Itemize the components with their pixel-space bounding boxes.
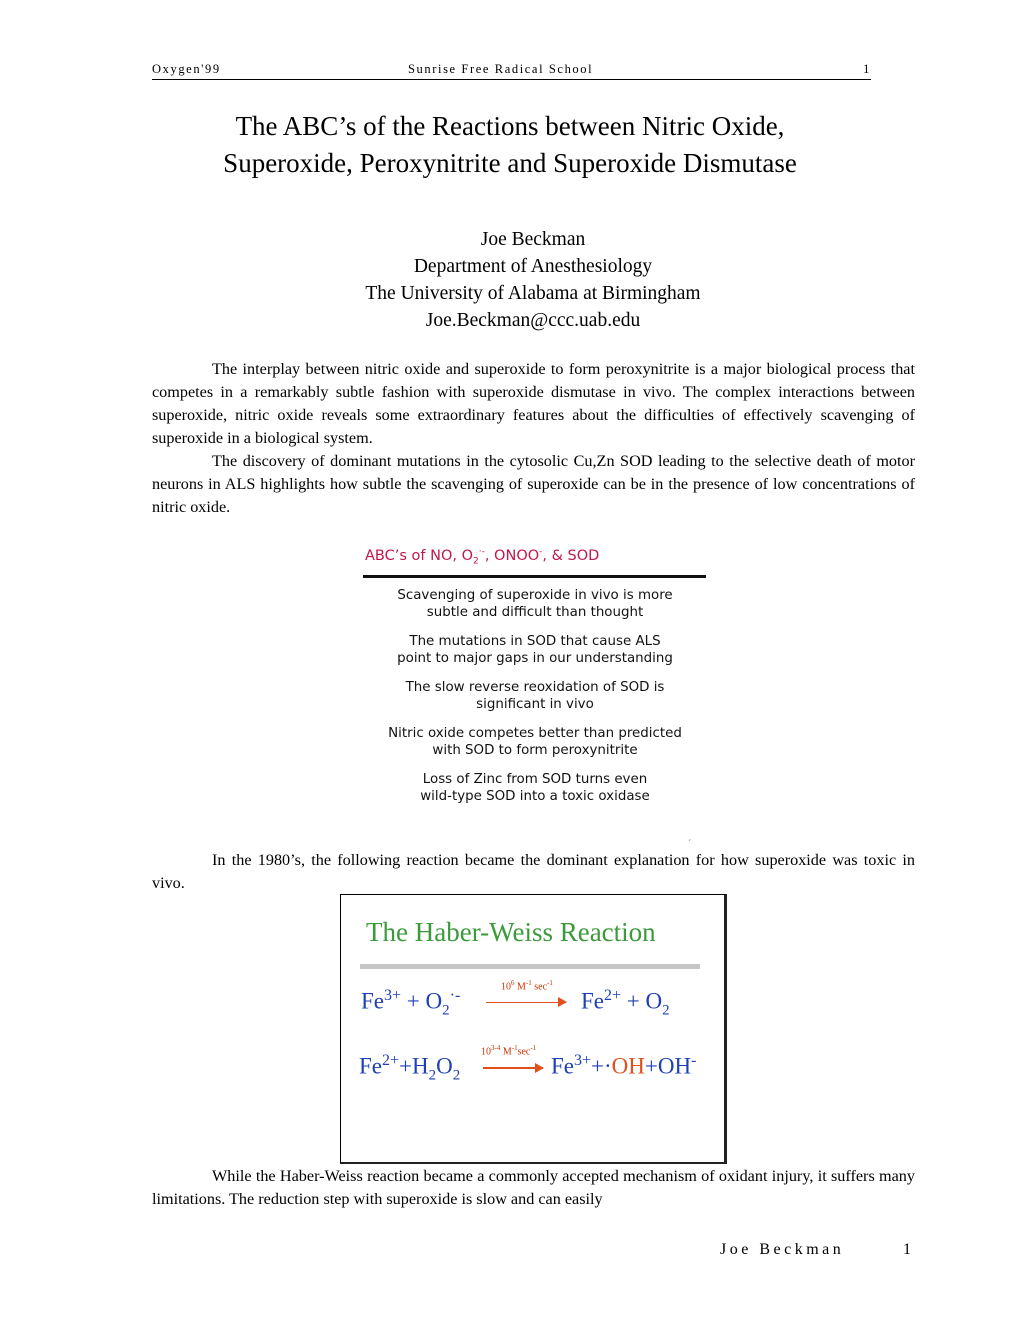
point-line: with SOD to form peroxynitrite xyxy=(432,743,638,758)
footer-page-number: 1 xyxy=(903,1241,911,1258)
point-line: subtle and difficult than thought xyxy=(426,605,644,620)
abstract-p2-text: The discovery of dominant mutations in the cytosolic Cu,Zn SOD leading to the selective death of motor neurons in ALS highlights how subtle the scavenging of superoxide can be in the presence of low concentrations of nitric oxide. xyxy=(152,452,915,516)
eq2-fe: Fe xyxy=(359,1053,382,1079)
equation-1-arrow xyxy=(486,1002,566,1003)
rate-units-2: sec xyxy=(517,1046,531,1058)
abstract-paragraph-2 xyxy=(152,450,915,519)
slide1-title-sub: 2 xyxy=(473,556,479,567)
eq2-o-sub: 2 xyxy=(452,1067,461,1084)
eq2-h-sub: 2 xyxy=(428,1067,437,1084)
running-header xyxy=(152,61,871,80)
author-block xyxy=(200,226,866,334)
title-line-2: Superoxide, Peroxynitrite and Superoxide Dismutase xyxy=(223,148,797,178)
eq1-o2-product-sub: 2 xyxy=(662,1002,670,1019)
eq2-fe-product: Fe xyxy=(551,1053,574,1079)
author-email: Joe.Beckman@ccc.uab.edu xyxy=(425,310,641,331)
eq2-hydroxide: +OH xyxy=(644,1053,692,1079)
point-line: significant in vivo xyxy=(476,697,594,712)
equation-2-arrow xyxy=(483,1067,543,1069)
eq1-fe-product: Fe xyxy=(581,988,604,1014)
abstract xyxy=(152,358,915,519)
eq1-o: + O xyxy=(401,988,443,1014)
eq1-fe: Fe xyxy=(361,988,384,1014)
slide1-point xyxy=(355,587,715,621)
rate-units: M xyxy=(514,981,526,993)
eq2-fe-product-charge: 3+ xyxy=(574,1052,592,1069)
eq1-fe-charge: 3+ xyxy=(384,987,402,1004)
slide1-title-sup: ·- xyxy=(478,547,485,557)
point-line: Nitric oxide competes better than predicted xyxy=(388,726,682,741)
paragraph-1980s xyxy=(152,849,915,895)
eq2-radical-dot: +· xyxy=(591,1053,612,1079)
rate-units-2-exp: -1 xyxy=(547,979,553,987)
rate-exp: 6 xyxy=(511,979,515,987)
abc-slide-title xyxy=(365,547,599,567)
equation-1-right xyxy=(581,987,670,1019)
point-line: point to major gaps in our understanding xyxy=(397,651,673,666)
slide1-point xyxy=(355,679,715,713)
slide1-point xyxy=(355,725,715,759)
abc-slide-points xyxy=(355,587,715,817)
author-name: Joe Beckman xyxy=(480,229,586,250)
slide1-title-sup2: - xyxy=(539,547,543,557)
rate-exp: 3-4 xyxy=(491,1044,501,1052)
title-line-1: The ABC’s of the Reactions between Nitric Oxide, xyxy=(235,111,785,141)
equation-2-right xyxy=(551,1052,696,1080)
rate-units-exp: -1 xyxy=(525,979,532,987)
eq1-fe-product-charge: 2+ xyxy=(604,987,622,1004)
haber-weiss-slide-figure xyxy=(340,894,727,1164)
slide1-title-part3: , & SOD xyxy=(542,547,600,564)
equation-2-left xyxy=(359,1052,460,1084)
slide1-point xyxy=(355,633,715,667)
paragraph-haber-weiss xyxy=(152,1165,915,1211)
abc-slide-rule xyxy=(363,575,706,578)
rate-units-2-exp: -1 xyxy=(530,1044,537,1052)
haber-weiss-title: The Haber-Weiss Reaction xyxy=(366,917,656,947)
author-department: Department of Anesthesiology xyxy=(413,256,653,277)
stray-mark: ´ xyxy=(688,838,691,848)
header-page-number: 1 xyxy=(863,62,871,76)
eq2-hydroxide-charge: - xyxy=(691,1052,697,1069)
paragraph-haber-weiss-text: While the Haber-Weiss reaction became a commonly accepted mechanism of oxidant injury, it suffers many limitations. The reduction step with superoxide is slow and can easily xyxy=(152,1167,915,1208)
rate-units-exp: -1 xyxy=(511,1044,518,1052)
footer-author: Joe Beckman xyxy=(720,1241,845,1258)
equation-1-left xyxy=(361,987,460,1019)
abstract-paragraph-1 xyxy=(152,358,915,450)
header-left: Oxygen'99 xyxy=(152,62,221,76)
eq2-hydroxyl-radical: OH xyxy=(611,1053,645,1079)
abc-slide-figure xyxy=(355,542,715,802)
author-institution: The University of Alabama at Birmingham xyxy=(365,283,701,304)
haber-weiss-rule xyxy=(360,964,700,969)
eq2-h: +H xyxy=(399,1053,429,1079)
paragraph-1980s-text: In the 1980’s, the following reaction became the dominant explanation for how superoxide was toxic in vivo. xyxy=(152,851,915,892)
equation-2-rate xyxy=(481,1044,536,1057)
point-line: Loss of Zinc from SOD turns even xyxy=(422,772,648,787)
rate-units: M xyxy=(500,1046,512,1058)
point-line: The mutations in SOD that cause ALS xyxy=(409,634,661,649)
slide1-title-part1: ABC’s of NO, O xyxy=(365,547,473,564)
abstract-p1-text: The interplay between nitric oxide and superoxide to form peroxynitrite is a major biological process that competes in a remarkably subtle fashion with superoxide dismutase in vivo. The complex interactions between superoxide, nitric oxide reveals some extraordinary features about the difficulties of effectively scavenging of superoxide in a biological system. xyxy=(152,360,915,447)
rate-base: 10 xyxy=(501,981,511,993)
point-line: The slow reverse reoxidation of SOD is xyxy=(405,680,665,695)
document-title xyxy=(120,108,900,182)
rate-base: 10 xyxy=(481,1046,491,1058)
rate-units-2: sec xyxy=(531,981,548,993)
header-center: Sunrise Free Radical School xyxy=(408,62,594,76)
equation-1-rate xyxy=(501,979,553,992)
slide1-point xyxy=(355,771,715,805)
eq1-o-charge: ·- xyxy=(449,987,461,1004)
slide1-title-part2: , ONOO xyxy=(484,547,540,564)
eq2-o: O xyxy=(436,1053,453,1079)
point-line: Scavenging of superoxide in vivo is more xyxy=(397,588,673,603)
point-line: wild-type SOD into a toxic oxidase xyxy=(420,789,650,804)
eq1-o-sub: 2 xyxy=(442,1002,450,1019)
eq2-fe-charge: 2+ xyxy=(382,1052,400,1069)
eq1-o2-product: + O xyxy=(621,988,663,1014)
